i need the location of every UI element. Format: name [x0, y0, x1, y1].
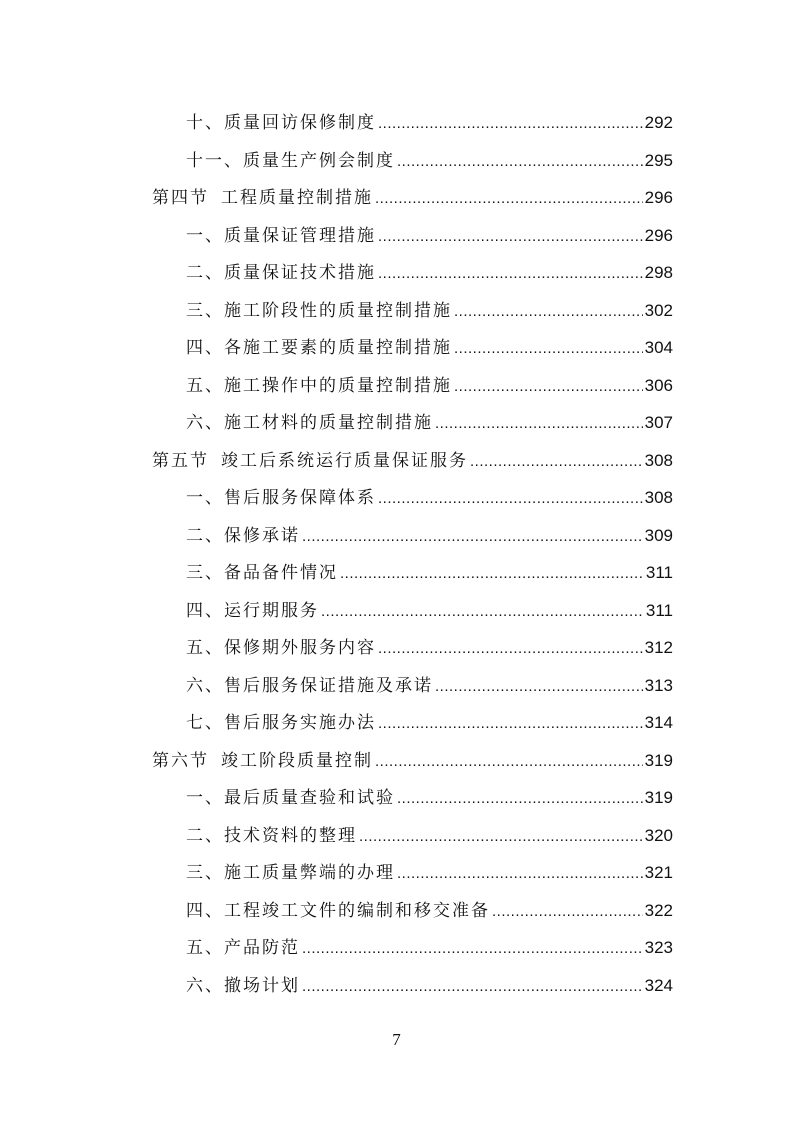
- dot-leader: [378, 630, 643, 668]
- entry-number: 二、: [186, 825, 224, 846]
- toc-entry[interactable]: [152, 667, 673, 705]
- entry-number: 二、: [186, 525, 224, 546]
- entry-number: 三、: [186, 300, 224, 321]
- entry-title: 质量保证管理措施: [224, 225, 376, 246]
- dot-leader: [375, 743, 643, 781]
- toc-entry[interactable]: [152, 217, 673, 255]
- toc-entry[interactable]: [152, 817, 673, 855]
- dot-leader: [302, 930, 643, 968]
- entry-number: 四、: [186, 338, 224, 358]
- toc-entry[interactable]: [152, 554, 673, 592]
- entry-number: 三、: [186, 863, 224, 883]
- dot-leader: [321, 593, 644, 631]
- entry-title: 备品备件情况: [224, 563, 338, 583]
- entry-number: 四、: [186, 900, 224, 921]
- entry-page: 323: [644, 938, 673, 957]
- entry-number: 四、: [186, 600, 224, 621]
- dot-leader: [454, 368, 643, 406]
- dot-leader: [435, 668, 643, 706]
- entry-number: 六、: [186, 975, 224, 996]
- entry-title: 售后服务保证措施及承诺: [224, 675, 433, 696]
- dot-leader: [375, 180, 643, 218]
- entry-page: 308: [644, 450, 673, 470]
- toc-section-entry[interactable]: [152, 742, 673, 780]
- entry-title: 施工质量弊端的办理: [224, 863, 395, 883]
- entry-title: 竣工后系统运行质量保证服务: [221, 450, 468, 471]
- toc-section-entry[interactable]: [152, 179, 673, 217]
- entry-page: 322: [644, 900, 673, 920]
- entry-page: 309: [644, 525, 673, 545]
- dot-leader: [340, 555, 644, 593]
- entry-number: 第五节: [152, 450, 209, 471]
- dot-leader: [397, 780, 643, 818]
- dot-leader: [359, 818, 643, 856]
- entry-number: 二、: [186, 263, 224, 283]
- entry-number: 五、: [186, 938, 224, 958]
- toc-entry[interactable]: [152, 517, 673, 555]
- entry-page: 298: [644, 263, 673, 282]
- toc-entry[interactable]: [152, 292, 673, 330]
- entry-number: 十一、: [186, 150, 243, 171]
- toc-entry[interactable]: [152, 592, 673, 630]
- entry-title: 运行期服务: [224, 600, 319, 621]
- toc-entry[interactable]: [152, 329, 673, 367]
- entry-title: 售后服务保障体系: [224, 488, 376, 508]
- toc-entry[interactable]: [152, 929, 673, 967]
- entry-page: 306: [644, 375, 673, 395]
- entry-page: 302: [644, 300, 673, 320]
- entry-page: 308: [644, 488, 673, 507]
- toc-entry[interactable]: [152, 779, 673, 817]
- entry-page: 304: [644, 338, 673, 357]
- entry-title: 保修承诺: [224, 525, 300, 546]
- entry-title: 售后服务实施办法: [224, 713, 376, 733]
- entry-number: 五、: [186, 638, 224, 658]
- dot-leader: [454, 330, 643, 368]
- toc-entry[interactable]: [152, 892, 673, 930]
- entry-page: 296: [644, 188, 673, 207]
- entry-title: 质量保证技术措施: [224, 263, 376, 283]
- toc-entry[interactable]: [152, 104, 673, 142]
- entry-number: 十、: [186, 113, 224, 133]
- entry-title: 保修期外服务内容: [224, 638, 376, 658]
- entry-number: 七、: [186, 713, 224, 733]
- entry-title: 质量回访保修制度: [224, 113, 376, 133]
- dot-leader: [397, 143, 643, 181]
- entry-title: 各施工要素的质量控制措施: [224, 338, 452, 358]
- entry-page: 314: [644, 713, 673, 732]
- entry-page: 324: [644, 975, 673, 995]
- dot-leader: [378, 218, 643, 256]
- entry-page: 312: [644, 638, 673, 657]
- dot-leader: [378, 105, 643, 143]
- toc-entry[interactable]: [152, 479, 673, 517]
- entry-page: 296: [644, 225, 673, 245]
- entry-title: 施工操作中的质量控制措施: [224, 375, 452, 396]
- dot-leader: [302, 968, 643, 1006]
- entry-page: 319: [644, 788, 673, 807]
- entry-number: 六、: [186, 675, 224, 696]
- dot-leader: [470, 443, 643, 481]
- toc-entry[interactable]: [152, 404, 673, 442]
- entry-number: 三、: [186, 563, 224, 583]
- entry-page: 320: [644, 825, 673, 845]
- entry-title: 产品防范: [224, 938, 300, 958]
- toc-section-entry[interactable]: [152, 442, 673, 480]
- entry-title: 技术资料的整理: [224, 825, 357, 846]
- entry-number: 第六节: [152, 750, 209, 771]
- dot-leader: [397, 855, 643, 893]
- toc-entry[interactable]: [152, 629, 673, 667]
- entry-page: 321: [644, 863, 673, 882]
- entry-title: 施工材料的质量控制措施: [224, 413, 433, 433]
- toc-entry[interactable]: [152, 367, 673, 405]
- toc-entry[interactable]: [152, 254, 673, 292]
- entry-number: 一、: [186, 788, 224, 808]
- entry-number: 一、: [186, 488, 224, 508]
- entry-page: 311: [645, 563, 673, 582]
- entry-title: 质量生产例会制度: [243, 150, 395, 171]
- entry-page: 292: [644, 113, 673, 132]
- entry-title: 施工阶段性的质量控制措施: [224, 300, 452, 321]
- toc-entry[interactable]: [152, 704, 673, 742]
- entry-title: 工程竣工文件的编制和移交准备: [224, 900, 490, 921]
- dot-leader: [378, 705, 643, 743]
- dot-leader: [302, 518, 643, 556]
- entry-page: 311: [645, 600, 673, 620]
- entry-number: 五、: [186, 375, 224, 396]
- entry-page: 313: [644, 675, 673, 695]
- toc-entry[interactable]: [152, 142, 673, 180]
- entry-number: 六、: [186, 413, 224, 433]
- dot-leader: [454, 293, 643, 331]
- entry-number: 第四节: [152, 188, 209, 208]
- dot-leader: [378, 255, 643, 293]
- entry-title: 最后质量查验和试验: [224, 788, 395, 808]
- entry-number: 一、: [186, 225, 224, 246]
- entry-title: 工程质量控制措施: [221, 188, 373, 208]
- dot-leader: [378, 480, 643, 518]
- entry-page: 295: [644, 150, 673, 170]
- dot-leader: [492, 893, 643, 931]
- dot-leader: [435, 405, 643, 443]
- entry-page: 307: [644, 413, 673, 432]
- entry-page: 319: [644, 750, 673, 770]
- page-number: 7: [392, 1030, 401, 1049]
- entry-title: 竣工阶段质量控制: [221, 750, 373, 771]
- table-of-contents: [152, 104, 673, 1004]
- entry-title: 撤场计划: [224, 975, 300, 996]
- toc-entry[interactable]: [152, 967, 673, 1005]
- toc-entry[interactable]: [152, 854, 673, 892]
